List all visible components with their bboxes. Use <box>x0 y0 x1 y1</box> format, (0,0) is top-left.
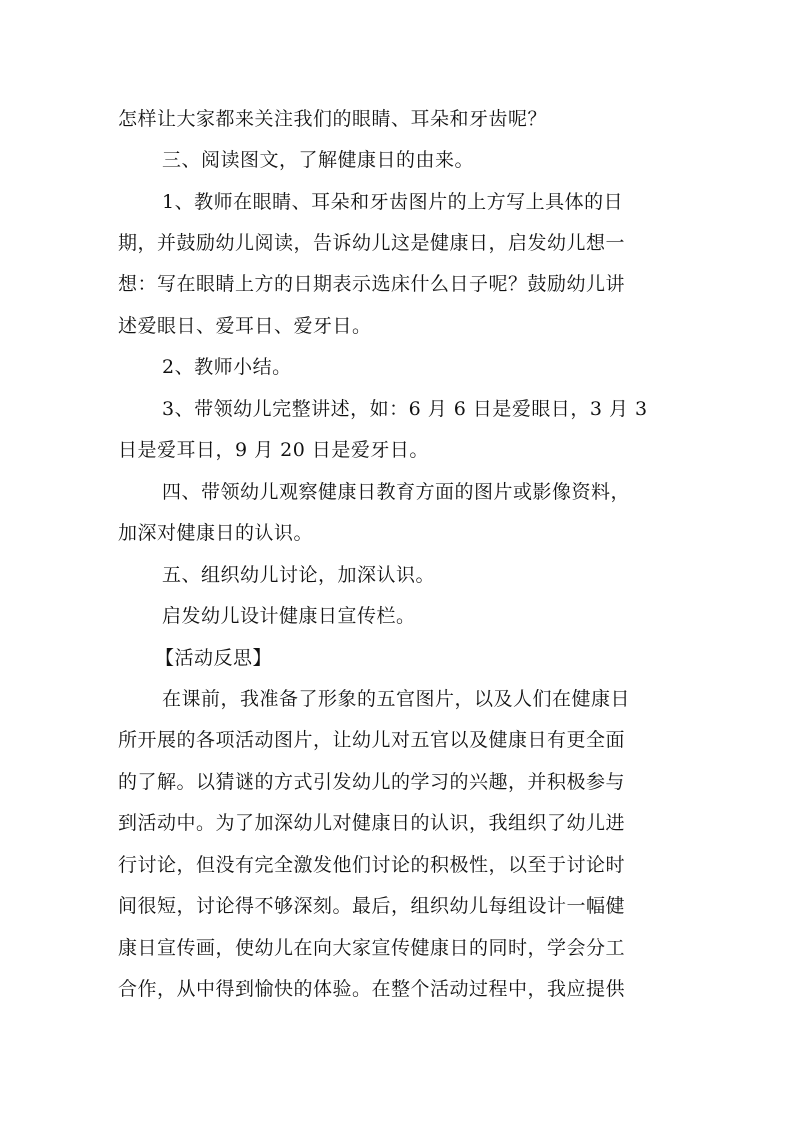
text-line-17: 的了解。以猜谜的方式引发幼儿的学习的兴趣，并积极参与 <box>118 771 626 793</box>
text-line-1: 怎样让大家都来关注我们的眼睛、耳朵和牙齿呢？ <box>118 108 548 130</box>
text-line-18: 到活动中。为了加深幼儿对健康日的认识，我组织了幼儿进 <box>118 812 626 834</box>
text-line-19: 行讨论，但没有完全激发他们讨论的积极性，以至于讨论时 <box>118 854 626 876</box>
text-line-16: 所开展的各项活动图片，让幼儿对五官以及健康日有更全面 <box>118 729 626 751</box>
text-line-3: 1、教师在眼睛、耳朵和牙齿图片的上方写上具体的日 <box>162 191 624 213</box>
section-heading-3: 三、阅读图文，了解健康日的由来。 <box>162 149 475 171</box>
text-line-5: 想：写在眼睛上方的日期表示选床什么日子呢？鼓励幼儿讲 <box>118 273 626 295</box>
text-line-4: 期，并鼓励幼儿阅读，告诉幼儿这是健康日，启发幼儿想一 <box>118 232 626 254</box>
text-line-9: 日是爱耳日，9 月 20 日是爱牙日。 <box>118 439 429 461</box>
text-line-20: 间很短，讨论得不够深刻。最后，组织幼儿每组设计一幅健 <box>118 895 626 917</box>
text-line-15: 在课前，我准备了形象的五官图片，以及人们在健康日 <box>162 688 631 710</box>
text-line-8: 3、带领幼儿完整讲述，如：6 月 6 日是爱眼日，3 月 3 <box>162 398 648 420</box>
text-line-7: 2、教师小结。 <box>162 356 292 378</box>
text-line-22: 合作，从中得到愉快的体验。在整个活动过程中，我应提供 <box>118 978 626 1000</box>
section-heading-4: 四、带领幼儿观察健康日教育方面的图片或影像资料， <box>162 481 631 503</box>
text-line-13: 启发幼儿设计健康日宣传栏。 <box>162 605 416 627</box>
section-heading-5: 五、组织幼儿讨论，加深认识。 <box>162 564 436 586</box>
text-line-21: 康日宣传画，使幼儿在向大家宣传健康日的同时，学会分工 <box>118 937 626 959</box>
reflection-heading: 【活动反思】 <box>155 647 273 669</box>
text-line-6: 述爱眼日、爱耳日、爱牙日。 <box>118 315 372 337</box>
text-line-11: 加深对健康日的认识。 <box>118 522 314 544</box>
